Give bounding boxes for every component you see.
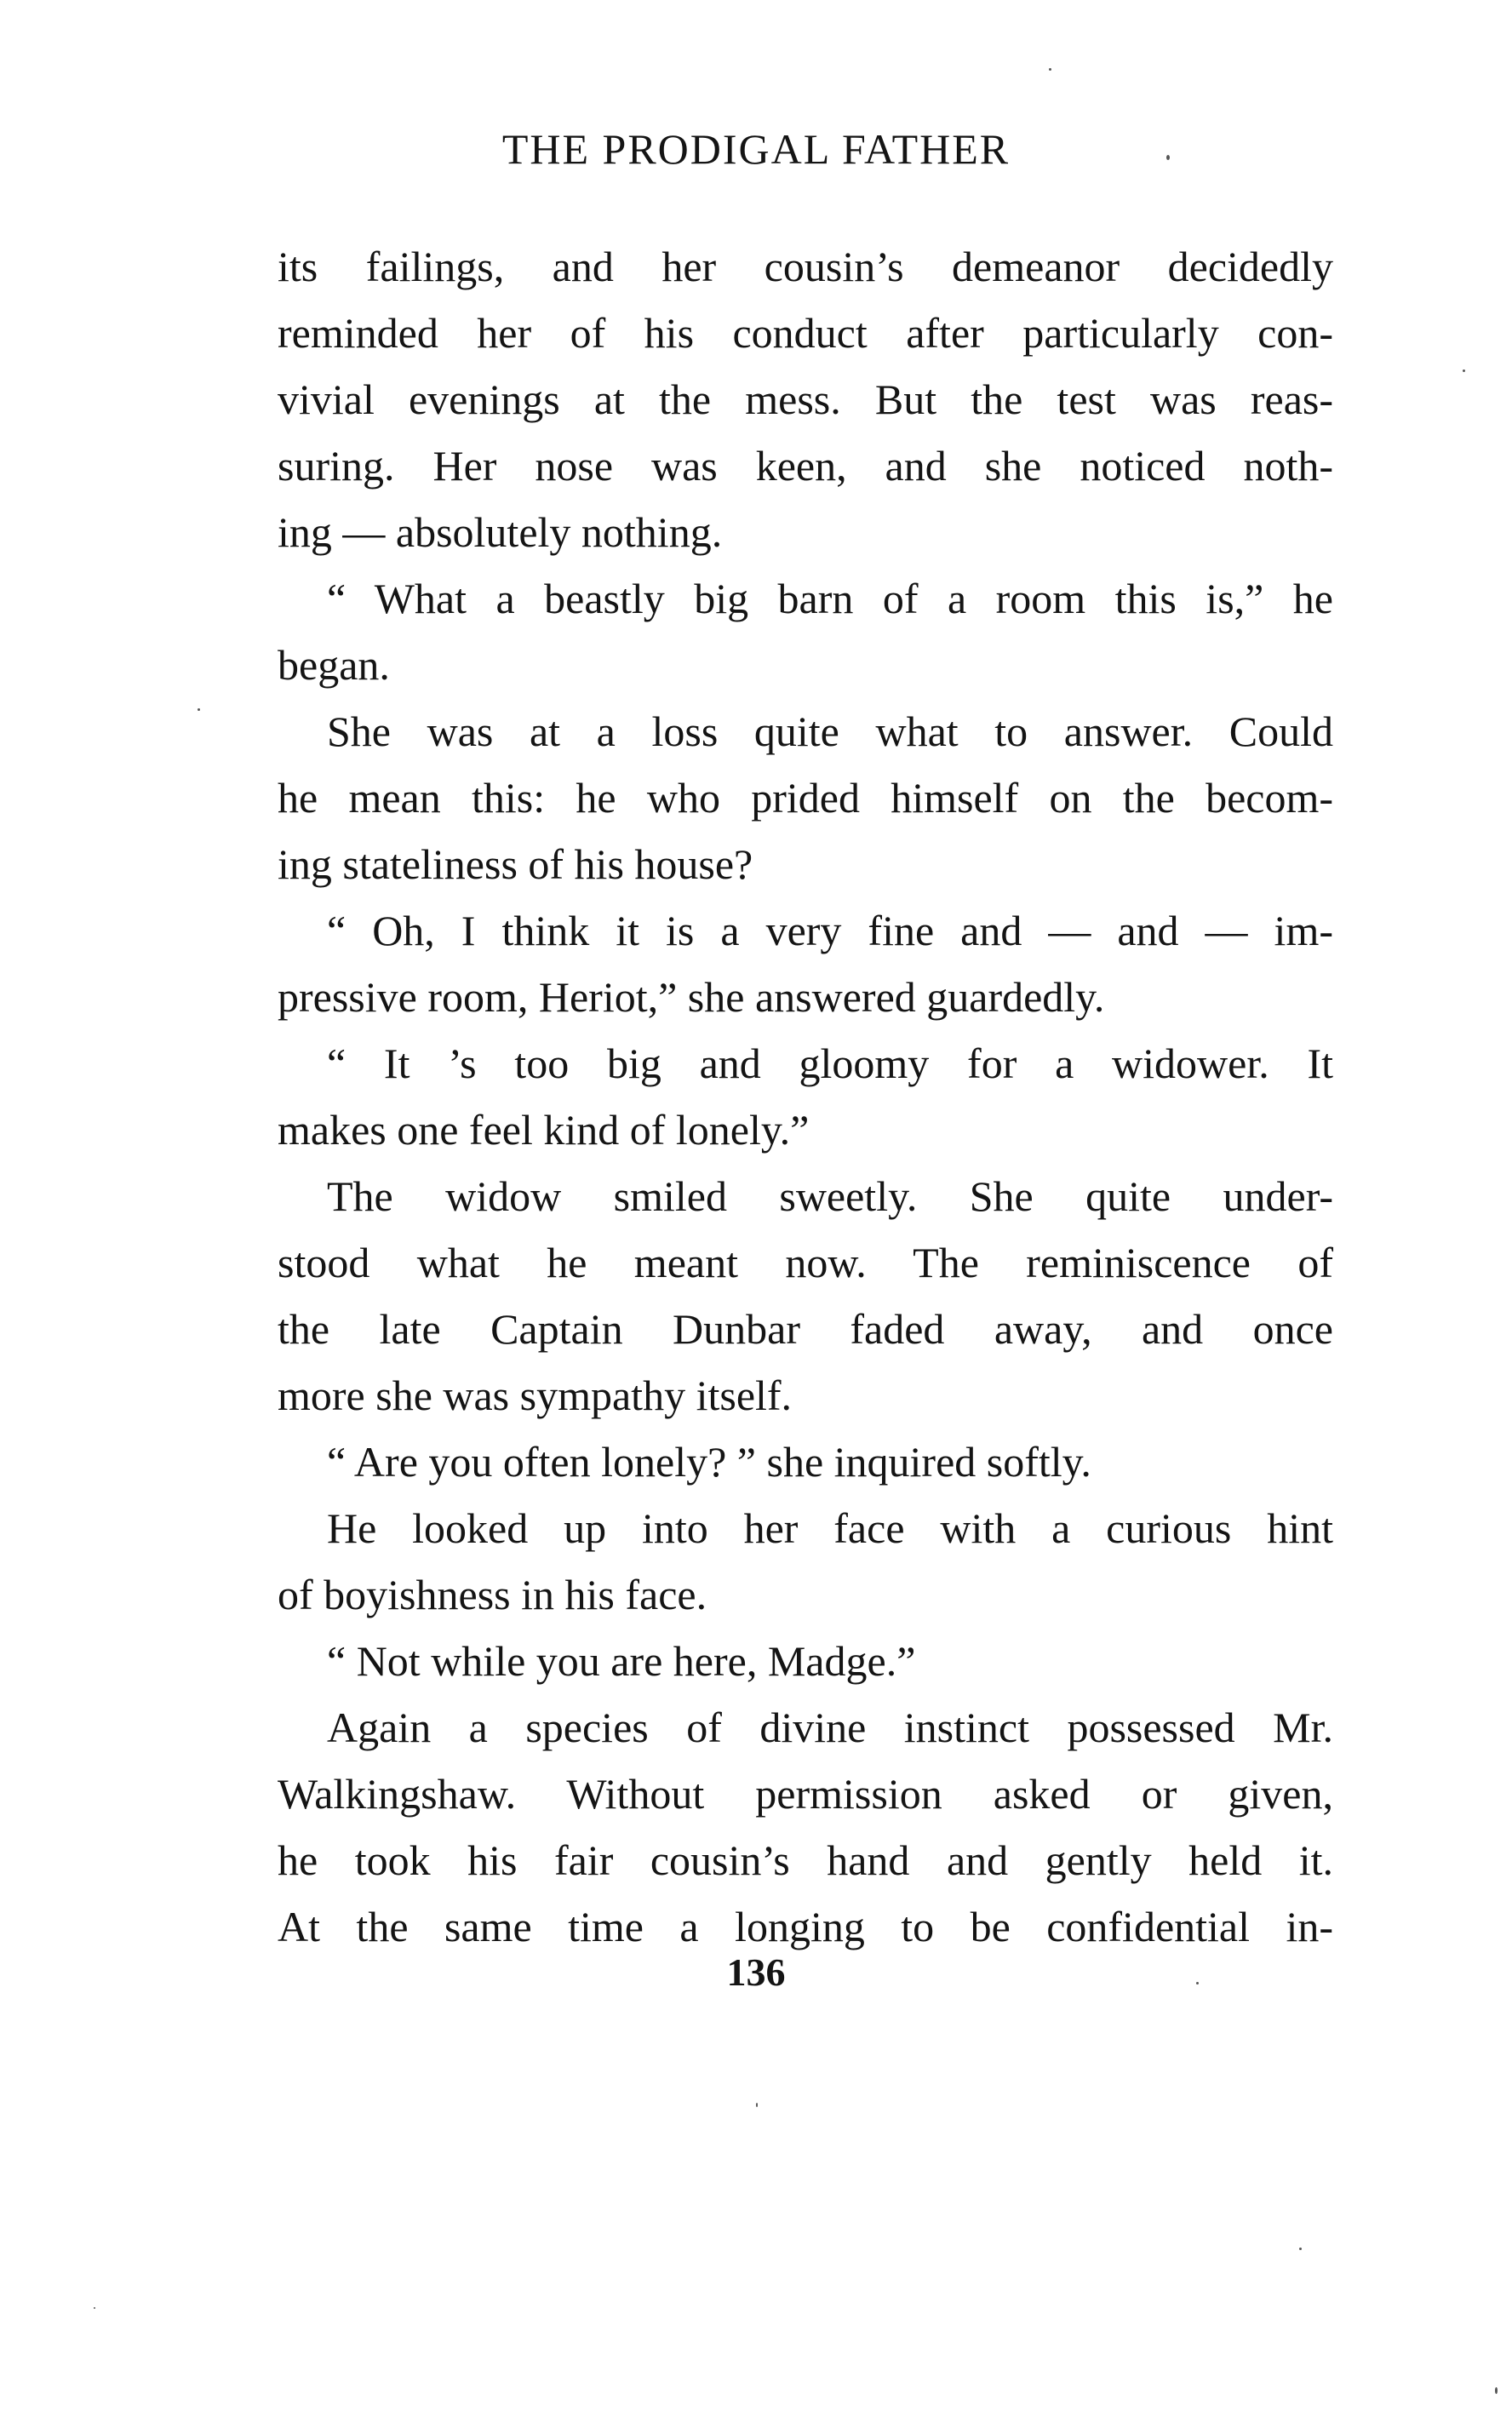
page-number: 136 — [726, 1950, 786, 1994]
text-line: pressive room, Heriot,” she answered guardedly. — [278, 973, 1105, 1021]
scan-speck — [1463, 369, 1465, 372]
text-line: of boyishness in his face. — [278, 1571, 707, 1618]
scan-speck — [756, 2103, 758, 2107]
text-line: suring. Her nose was keen, and she noticed noth- — [278, 442, 1333, 490]
scan-speck — [198, 708, 200, 711]
scan-speck — [94, 2307, 95, 2309]
text-line: She was at a loss quite what to answer. Could — [327, 707, 1333, 755]
text-line: “ What a beastly big barn of a room this is,” he — [327, 575, 1333, 622]
text-line: he took his fair cousin’s hand and gently held it. — [278, 1836, 1333, 1884]
text-line: more she was sympathy itself. — [278, 1372, 793, 1419]
scan-speck — [1166, 155, 1170, 160]
running-head: THE PRODIGAL FATHER — [501, 125, 1011, 173]
text-line: Again a species of divine instinct possessed Mr. — [327, 1704, 1333, 1751]
scan-speck — [1196, 1982, 1199, 1984]
text-line: makes one feel kind of lonely.” — [278, 1106, 810, 1154]
text-line: its failings, and her cousin’s demeanor decidedly — [278, 243, 1333, 290]
text-line: Walkingshaw. Without permission asked or given, — [278, 1770, 1333, 1818]
scan-speck — [1495, 2387, 1498, 2394]
scan-speck — [1299, 2248, 1302, 2250]
text-line: stood what he meant now. The reminiscence of — [278, 1239, 1333, 1286]
text-line: “ It ’s too big and gloomy for a widower. It — [327, 1039, 1333, 1087]
text-line: ing — absolutely nothing. — [278, 508, 723, 556]
scan-speck — [1049, 68, 1051, 71]
text-line: began. — [278, 641, 390, 689]
text-line: reminded her of his conduct after particularly con- — [278, 309, 1333, 357]
text-line: vivial evenings at the mess. But the test was reas- — [278, 375, 1333, 423]
text-line: He looked up into her face with a curious hint — [327, 1504, 1333, 1552]
body-text — [278, 233, 1333, 1960]
text-line: “ Oh, I think it is a very fine and — and — im- — [327, 907, 1333, 954]
text-line: the late Captain Dunbar faded away, and once — [278, 1305, 1333, 1353]
text-line: The widow smiled sweetly. She quite under- — [327, 1172, 1333, 1220]
text-line: he mean this: he who prided himself on the becom- — [278, 774, 1333, 822]
text-line: At the same time a longing to be confidential in- — [278, 1903, 1333, 1950]
text-line: “ Are you often lonely? ” she inquired softly. — [327, 1438, 1091, 1486]
text-line: “ Not while you are here, Madge.” — [327, 1637, 916, 1685]
text-line: ing stateliness of his house? — [278, 840, 753, 888]
